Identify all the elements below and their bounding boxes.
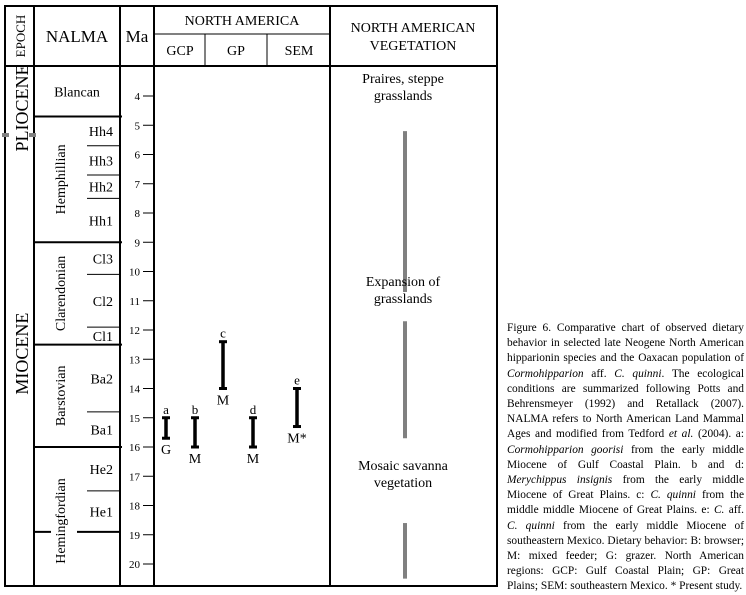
caption-text: from the middle middle Miocene of Great Plains. e:	[507, 489, 744, 517]
region-header-sem: SEM	[284, 44, 314, 59]
nalma-label: Clarendonian	[54, 255, 69, 332]
subzone-label: Cl1	[92, 329, 113, 345]
caption-text: aff.	[724, 504, 744, 517]
subzone-label: He2	[89, 462, 113, 478]
caption-italic: C. quinni	[507, 519, 555, 532]
caption-text: (2004). a:	[693, 428, 744, 441]
caption-text: aff.	[583, 367, 615, 380]
caption-italic: C.	[713, 504, 725, 517]
subzone-label: Hh3	[88, 154, 113, 170]
subzone-label: Ba2	[90, 372, 113, 388]
ma-tick-label: 17	[129, 471, 140, 484]
region-header-gcp: GCP	[166, 44, 194, 59]
diet-label: M	[216, 393, 230, 409]
caption-text: from the early middle Miocene of southeastern Mexico. Dietary behavior: B: browser; M: mixed feeder; G: grazer. North American regions: GCP: Gulf Coastal Plain; GP: Great Plains; SEM: southeastern Mexico. * Present study.	[507, 519, 744, 593]
ma-tick-label: 5	[134, 120, 140, 133]
taxon-label: e	[294, 372, 300, 388]
caption-italic: Cormohipparion goorisi	[507, 443, 624, 456]
caption-italic: Cormohipparion	[507, 367, 584, 380]
taxon-label: c	[220, 325, 226, 341]
ma-tick-label: 4	[134, 91, 140, 103]
caption-text: Figure 6. Comparative chart of observed dietary behavior in selected late Neogene North American hipparionin species and the Oaxacan population of	[507, 322, 744, 365]
caption-italic: C. quinni	[650, 489, 696, 502]
vegetation-label: Praires, steppe	[362, 72, 444, 87]
vegetation-header: NORTH AMERICAN	[350, 21, 476, 36]
region-header-gp: GP	[227, 44, 245, 59]
subzone-label: He1	[89, 505, 113, 521]
caption-italic: Merychippus insignis	[507, 474, 613, 487]
north-america-header: NORTH AMERICA	[184, 14, 300, 29]
ma-tick-label: 12	[129, 325, 140, 337]
subzone-label: Hh2	[88, 180, 113, 196]
diet-label: M	[246, 452, 260, 467]
ma-tick-label: 14	[129, 383, 140, 396]
ma-tick-label: 16	[129, 442, 140, 454]
caption-italic: et al.	[668, 428, 694, 441]
ma-tick-label: 18	[129, 500, 140, 513]
ma-tick-label: 20	[129, 559, 140, 571]
caption-text: from the early middle Miocene of Great Plains. c:	[507, 474, 744, 502]
ma-tick-label: 9	[134, 237, 140, 250]
nalma-label: Barstovian	[54, 365, 69, 427]
nalma-header: NALMA	[45, 27, 109, 46]
diet-label: G	[160, 443, 172, 459]
ma-tick-label: 19	[129, 529, 140, 542]
ma-tick-label: 15	[129, 412, 140, 425]
caption-text: . The ecological conditions are summarized following Potts and Behrensmeyer (1992) and Retallack (2007). NALMA refers to North American Land Mammal Ages and modified from Tedford	[507, 367, 745, 441]
vegetation-label: grasslands	[373, 292, 433, 307]
vegetation-header: VEGETATION	[369, 39, 457, 54]
nalma-label: Hemphillian	[54, 144, 69, 215]
epoch-label: MIOCENE	[12, 312, 32, 395]
epoch-header: EPOCH	[13, 14, 28, 58]
ma-tick-label: 11	[129, 295, 140, 308]
vegetation-label: Mosaic savanna	[358, 459, 448, 474]
diet-label: M	[188, 452, 202, 467]
ma-tick-label: 10	[129, 266, 140, 279]
caption-italic: C. quinni	[614, 367, 662, 380]
ma-tick-label: 6	[134, 149, 140, 162]
subzone-label: Cl2	[92, 294, 113, 310]
subzone-label: Hh4	[88, 125, 113, 141]
caption-text: from the early middle Miocene of Gulf Coastal Plain. b and d:	[507, 443, 744, 471]
subzone-label: Hh1	[88, 214, 113, 230]
subzone-label: Cl3	[92, 252, 113, 268]
taxon-label: b	[191, 401, 199, 417]
vegetation-label: grasslands	[373, 89, 433, 104]
subzone-label: Ba1	[90, 423, 113, 439]
ma-tick-label: 7	[134, 178, 140, 191]
figure-caption	[507, 321, 744, 595]
taxon-label: d	[249, 401, 257, 417]
vegetation-label: Expansion of	[365, 275, 441, 290]
nalma-label: Blancan	[54, 85, 100, 101]
ma-header: Ma	[125, 27, 149, 46]
taxon-label: a	[163, 401, 169, 417]
nalma-label: Hemingfordian	[54, 478, 69, 564]
diet-label: M*	[287, 431, 307, 447]
vegetation-label: vegetation	[373, 476, 433, 491]
epoch-label: PLIOCENE	[12, 64, 32, 152]
ma-tick-label: 13	[129, 354, 140, 367]
ma-tick-label: 8	[134, 208, 140, 220]
